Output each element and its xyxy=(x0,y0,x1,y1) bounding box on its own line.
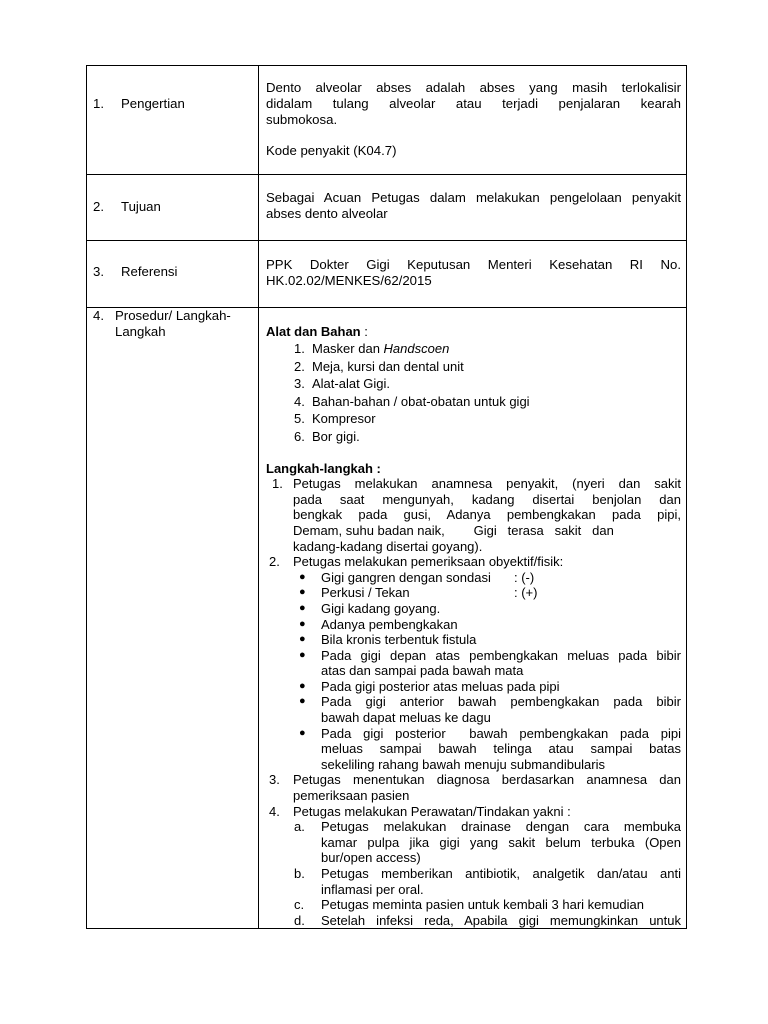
row-content xyxy=(266,323,681,928)
bullet-list xyxy=(266,570,681,773)
text-line: submokosa. xyxy=(266,111,338,127)
text-line: Sebagai Acuan Petugas dalam melakukan pengelolaan penyakit xyxy=(266,190,681,205)
row-number: 2. xyxy=(93,199,104,214)
bullet-item: ● Gigi kadang goyang. xyxy=(299,600,441,616)
row-content xyxy=(266,80,681,159)
bullet-item: ● Pada gigi posterior atas meluas pada pipi xyxy=(299,678,560,694)
list-item: 3. Alat-alat Gigi. xyxy=(294,376,391,392)
row-tujuan xyxy=(87,175,686,241)
row-pengertian xyxy=(87,66,686,175)
bullet-item: ● Perkusi / Tekan : (+) xyxy=(299,585,538,601)
bullet-item: ● Adanya pembengkakan xyxy=(299,616,458,632)
langkah-heading: Langkah-langkah : xyxy=(266,460,381,476)
text-line: Dento alveolar abses adalah abses yang masih terlokalisir xyxy=(266,80,681,95)
alat-heading: Alat dan Bahan : xyxy=(266,324,368,339)
text-line: HK.02.02/MENKES/62/2015 xyxy=(266,272,432,288)
step-2: 2. Petugas melakukan pemeriksaan obyektif/fisik: ● Gigi gangren dengan sondasi : (-) ● Perkusi / Tekan : (+) ● Gigi kadang goyang. ● Adanya pembengkakan ● Bila kronis terbentuk fistula ● Pada gigi depan atas pembengkakan meluas pada bibir atas dan sampai pada bawah mata ● Pada gigi posterior atas meluas pada pipi ● Pada gigi anterior bawah pembengkakan pada bibir bawah dapat meluas ke dagu ● Pada gigi posterior bawah pembengkakan pada pipi meluas sampai bawah telinga atau sampai batas sekeliling rahang bawah menuju submandibularis xyxy=(266,554,681,772)
list-item: 6. Bor gigi. xyxy=(294,428,360,444)
disease-code: Kode penyakit (K04.7) xyxy=(266,143,397,159)
sub-list xyxy=(266,819,681,928)
row-content xyxy=(266,257,681,289)
row-label xyxy=(93,308,231,340)
bullet-item: ● Pada gigi anterior bawah pembengkakan pada bibir bawah dapat meluas ke dagu xyxy=(299,694,681,726)
sub-item: c. Petugas meminta pasien untuk kembali 3 hari kemudian xyxy=(294,897,645,913)
row-number: 3. xyxy=(93,264,104,279)
row-label xyxy=(93,96,185,112)
bullet-item: ● Pada gigi posterior bawah pembengkakan pada pipi meluas sampai bawah telinga atau sampai batas sekeliling rahang bawah menuju submandibularis xyxy=(299,725,681,772)
row-number: 4. xyxy=(93,308,104,323)
list-item: 5. Kompresor xyxy=(294,411,376,427)
sub-item: b. Petugas memberikan antibiotik, analgetik dan/atau anti inflamasi per oral. xyxy=(294,866,681,897)
row-number: 1. xyxy=(93,96,104,111)
sub-item: a. Petugas melakukan drainase dengan cara membuka kamar pulpa jika gigi yang sakit belum terbuka (Open bur/open access) xyxy=(294,819,681,866)
row-label xyxy=(93,264,177,280)
bullet-item: ● Gigi gangren dengan sondasi : (-) xyxy=(299,569,535,585)
list-item: 1. Masker dan Handscoen xyxy=(294,341,450,356)
sub-item: d. Setelah infeksi reda, Apabila gigi memungkinkan untuk xyxy=(294,912,681,928)
step-1: 1. Petugas melakukan anamnesa penyakit, (nyeri dan sakit pada saat mengunyah, kadang disertai benjolan dan bengkak pada gusi, Adanya pembengkakan pada pipi, Demam, suhu badan naik, Gigi terasa sakit dan kadang-kadang disertai goyang). xyxy=(272,476,681,554)
text-line: didalam tulang alveolar atau terjadi penjalaran kearah xyxy=(266,95,681,111)
row-content xyxy=(266,190,681,222)
row-referensi xyxy=(87,241,686,308)
bullet-item: ● Bila kronis terbentuk fistula xyxy=(299,632,477,648)
bullet-item: ● Pada gigi depan atas pembengkakan meluas pada bibir atas dan sampai pada bawah mata xyxy=(299,647,681,679)
alat-list xyxy=(266,340,681,446)
row-title: Referensi xyxy=(121,264,178,279)
row-title-cont: Langkah xyxy=(115,323,166,339)
step-3: 3. Petugas menentukan diagnosa berdasarkan anamnesa dan pemeriksaan pasien xyxy=(269,772,681,804)
list-item: 2. Meja, kursi dan dental unit xyxy=(294,358,464,374)
row-prosedur xyxy=(87,308,686,928)
list-item: 4. Bahan-bahan / obat-obatan untuk gigi xyxy=(294,393,530,409)
row-title: Tujuan xyxy=(121,199,161,214)
text-line: abses dento alveolar xyxy=(266,205,388,221)
text-line: PPK Dokter Gigi Keputusan Menteri Kesehatan RI No. xyxy=(266,257,681,272)
sop-table xyxy=(86,65,687,929)
step-4: 4. Petugas melakukan Perawatan/Tindakan yakni : a. Petugas melakukan drainase dengan cara membuka kamar pulpa jika gigi yang sakit belum terbuka (Open bur/open access) b. Petugas memberikan antibiotik, analgetik dan/atau anti inflamasi per oral. c. Petugas meminta pasien untuk kembali 3 hari kemudian d. Setelah infeksi reda, Apabila gigi memungkinkan untuk xyxy=(266,804,681,929)
row-label xyxy=(93,199,161,215)
row-title: Prosedur/ Langkah- xyxy=(115,308,231,323)
row-title: Pengertian xyxy=(121,96,185,111)
